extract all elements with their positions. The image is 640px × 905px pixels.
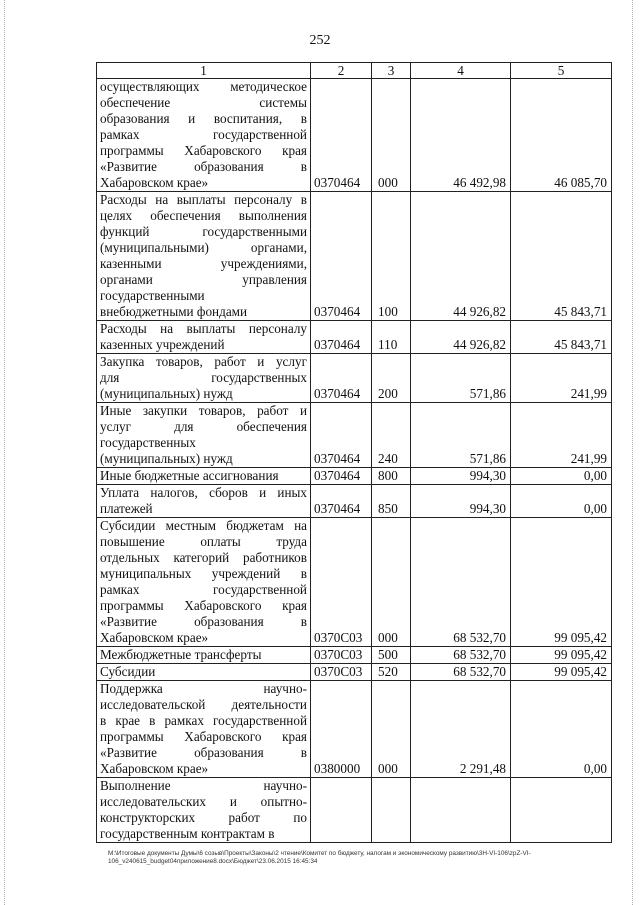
row-value-2015: 46 492,98 [411,79,511,192]
row-value-2016: 45 843,71 [511,192,612,321]
description-line: Поддержка научно- [100,681,307,696]
table-row [97,681,612,778]
description-line: образования и воспитания, в [100,111,307,126]
row-target-code: 0370464 [311,192,372,321]
page-number: 252 [309,33,331,48]
description-line: Выполнение научно- [100,778,307,793]
description-line: исследовательских и опытно- [100,794,307,809]
row-value-2015: 68 532,70 [411,664,511,681]
description-line: государственных [100,435,196,450]
row-target-code: 0370С03 [311,664,372,681]
footer-line-1: M:\Итоговые документы Думы\6 созыв\Проекты\Законы\2 чтение\Комитет по бюджету, налогам и экономическому развитию\3Н-VI-106\zpZ-VI- [108,850,531,857]
table-row [97,354,612,403]
table-row [97,485,612,518]
row-value-2015: 571,86 [411,354,511,403]
row-value-2016: 241,99 [511,403,612,468]
description-line: услуг для обеспечения [100,419,307,434]
table-row [97,778,612,843]
row-value-2015 [411,778,511,843]
description-line: государственным контрактам в [100,826,275,841]
description-line: «Развитие образования в [100,745,307,760]
row-expense-type: 100 [372,192,411,321]
row-target-code: 0380000 [311,681,372,778]
row-target-code: 0370С03 [311,647,372,664]
description-line: программы Хабаровского края [100,598,307,613]
description-line: программы Хабаровского края [100,143,307,158]
page-edge-right [632,0,634,905]
row-description [97,468,311,485]
row-value-2015: 44 926,82 [411,321,511,354]
budget-table [96,62,612,843]
description-line: рамках государственной [100,582,307,597]
description-line: Уплата налогов, сборов и иных [100,485,307,500]
row-value-2015: 2 291,48 [411,681,511,778]
file-path-footer [108,850,608,866]
row-value-2016: 99 095,42 [511,664,612,681]
header-col-1: 1 [97,63,311,79]
table-row [97,403,612,468]
row-value-2016: 46 085,70 [511,79,612,192]
row-value-2015: 994,30 [411,468,511,485]
table-row [97,468,612,485]
row-expense-type [372,778,411,843]
row-expense-type: 800 [372,468,411,485]
row-description [97,681,311,778]
row-description [97,79,311,192]
description-line: Хабаровском крае» [100,630,209,645]
row-value-2015: 571,86 [411,403,511,468]
description-line: рамках государственной [100,127,307,142]
description-line: для государственных [100,370,307,385]
row-expense-type: 110 [372,321,411,354]
description-line: Субсидии местным бюджетам на [100,518,307,533]
row-expense-type: 240 [372,403,411,468]
row-target-code: 0370464 [311,354,372,403]
row-description [97,664,311,681]
table-row [97,79,612,192]
description-line: Расходы на выплаты персоналу в [100,192,307,207]
description-line: Иные бюджетные ассигнования [100,468,279,483]
description-line: органами управления [100,272,307,287]
page-edge-left [4,0,6,905]
description-line: Субсидии [100,664,156,679]
row-expense-type: 000 [372,518,411,647]
description-line: (муниципальными) органами, [100,240,307,255]
row-value-2015: 994,30 [411,485,511,518]
description-line: функций государственными [100,224,307,239]
row-expense-type: 200 [372,354,411,403]
description-line: обеспечение системы [100,95,307,110]
description-line: программы Хабаровского края [100,729,307,744]
description-line: казенных учреждений [100,337,225,352]
description-line: Закупка товаров, работ и услуг [100,354,307,369]
footer-line-2: 106_v240615_budget04приложение8.docx\Бюджет\23.06.2015 16:45:34 [108,858,318,865]
row-target-code [311,778,372,843]
row-target-code: 0370С03 [311,518,372,647]
row-description [97,321,311,354]
description-line: муниципальных учреждений в [100,566,307,581]
description-line: Хабаровском крае» [100,761,209,776]
row-value-2016: 99 095,42 [511,647,612,664]
row-value-2016 [511,778,612,843]
row-description [97,647,311,664]
description-line: целях обеспечения выполнения [100,208,307,223]
description-line: (муниципальных) нужд [100,451,233,466]
description-line: государственными [100,288,205,303]
table-row [97,192,612,321]
description-line: осуществляющих методическое [100,79,307,94]
header-col-2: 2 [311,63,372,79]
header-col-4: 4 [411,63,511,79]
description-line: Расходы на выплаты персоналу [100,321,307,336]
row-value-2016: 45 843,71 [511,321,612,354]
row-value-2016: 0,00 [511,485,612,518]
header-col-3: 3 [372,63,411,79]
header-col-5: 5 [511,63,612,79]
row-target-code: 0370464 [311,321,372,354]
description-line: исследовательской деятельности [100,697,307,712]
description-line: отдельных категорий работников [100,550,307,565]
row-expense-type: 850 [372,485,411,518]
row-description [97,485,311,518]
description-line: (муниципальных) нужд [100,386,233,401]
description-line: Иные закупки товаров, работ и [100,403,307,418]
row-target-code: 0370464 [311,403,372,468]
description-line: «Развитие образования в [100,159,307,174]
description-line: платежей [100,501,153,516]
table-header-row [97,63,612,79]
row-value-2016: 0,00 [511,468,612,485]
description-line: в крае в рамках государственной [100,713,307,728]
row-target-code: 0370464 [311,79,372,192]
table-row [97,321,612,354]
row-description [97,403,311,468]
row-description [97,778,311,843]
description-line: внебюджетными фондами [100,304,248,319]
row-expense-type: 000 [372,79,411,192]
row-value-2015: 68 532,70 [411,518,511,647]
row-value-2016: 0,00 [511,681,612,778]
row-description [97,518,311,647]
table-row [97,647,612,664]
description-line: казенными учреждениями, [100,256,307,271]
description-line: «Развитие образования в [100,614,307,629]
row-value-2015: 68 532,70 [411,647,511,664]
description-line: конструкторских работ по [100,810,307,825]
row-expense-type: 000 [372,681,411,778]
table-row [97,518,612,647]
row-description [97,354,311,403]
row-target-code: 0370464 [311,468,372,485]
table-row [97,664,612,681]
row-value-2016: 241,99 [511,354,612,403]
row-expense-type: 520 [372,664,411,681]
row-description [97,192,311,321]
description-line: Хабаровском крае» [100,175,209,190]
row-expense-type: 500 [372,647,411,664]
row-value-2016: 99 095,42 [511,518,612,647]
row-value-2015: 44 926,82 [411,192,511,321]
row-target-code: 0370464 [311,485,372,518]
description-line: повышение оплаты труда [100,534,307,549]
description-line: Межбюджетные трансферты [100,647,262,662]
